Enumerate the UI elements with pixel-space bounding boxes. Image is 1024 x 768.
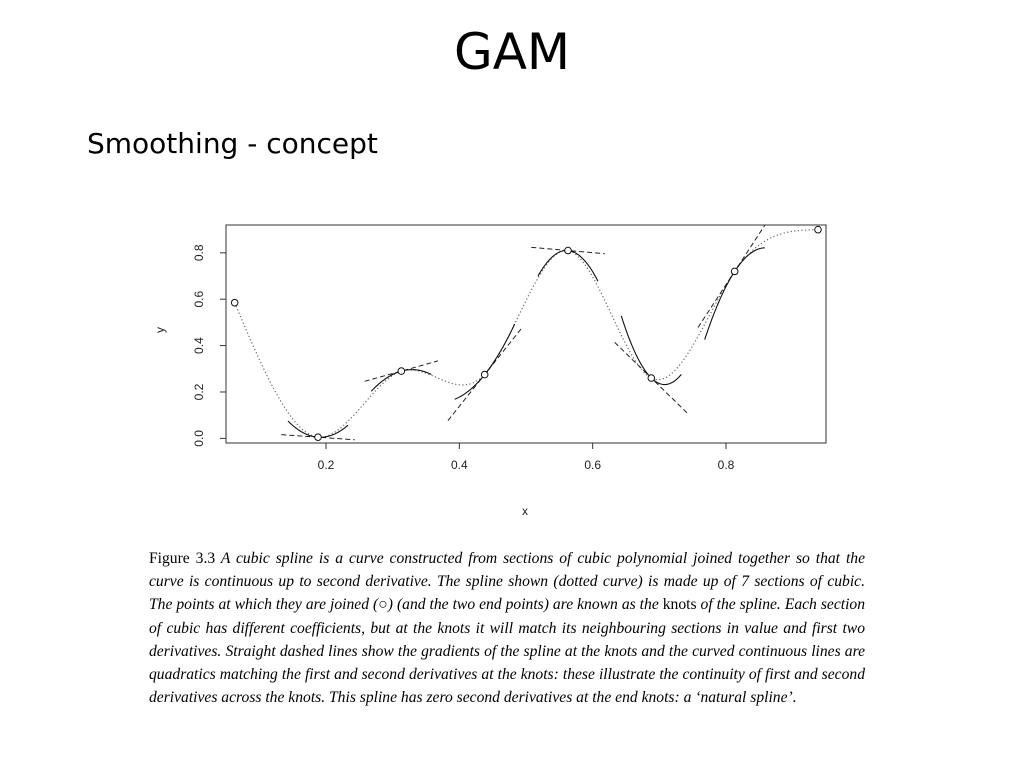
knot-point-5 [565,247,572,254]
slide-subtitle: Smoothing - concept [87,127,378,160]
knot-point-3 [398,368,405,375]
figure-label: Figure 3.3 [149,550,216,567]
slide-title: GAM [453,23,571,81]
caption-text-d: ’. [787,689,797,707]
y-tick-label: 0.4 [192,337,206,354]
y-tick-label: 0.6 [192,290,206,308]
y-tick-label: 0.0 [192,430,206,447]
x-tick-label: 0.8 [717,458,735,472]
x-tick-label: 0.2 [317,458,335,472]
x-tick-label: 0.6 [584,458,602,472]
knots-term: knots [662,596,697,614]
knot-point-7 [731,268,738,275]
knot-point-2 [315,434,322,441]
spline-term: spline [750,689,788,707]
y-tick-label: 0.8 [192,244,206,262]
x-axis-label: x [522,504,528,518]
quadratic-curve-3 [455,324,515,399]
figure-caption [149,547,865,709]
caption-text-a: A cubic spline is a curve constructed from sections of cubic polynomial joined together so that the curve is continuous up to second derivative. The spline shown (dotted curve) is made up of 7 sections of cubic. The points at which they are joined ( [149,550,866,614]
y-axis-label: y [153,327,167,333]
knot-circle-symbol: ○ [378,596,388,614]
knot-point-4 [481,371,488,378]
quadratic-curve-4 [538,250,598,281]
spline-curve [235,230,818,438]
y-tick-label: 0.2 [192,383,206,401]
caption-text-b: ) (and the two end points) are known as the [387,596,663,614]
cubic-spline-chart [150,210,850,530]
x-tick-label: 0.4 [450,458,468,472]
knot-point-6 [648,375,655,382]
knot-point-8 [815,226,822,233]
plot-frame-box [226,225,826,443]
caption-text-c: of the spline. Each section of cubic has different coefficients, but at the knots it will match its neighbouring sections in value and first two derivatives. Straight dashed lines show the gradients of the spline at the knots and the curved continuous lines are quadratics matching the first and second derivatives at the knots: these illustrate the continuity of first and second derivatives across the knots. This spline has zero second derivatives at the end knots: a ‘natural [149,596,866,707]
knot-point-1 [231,299,238,306]
quadratic-curve-6 [705,248,765,340]
